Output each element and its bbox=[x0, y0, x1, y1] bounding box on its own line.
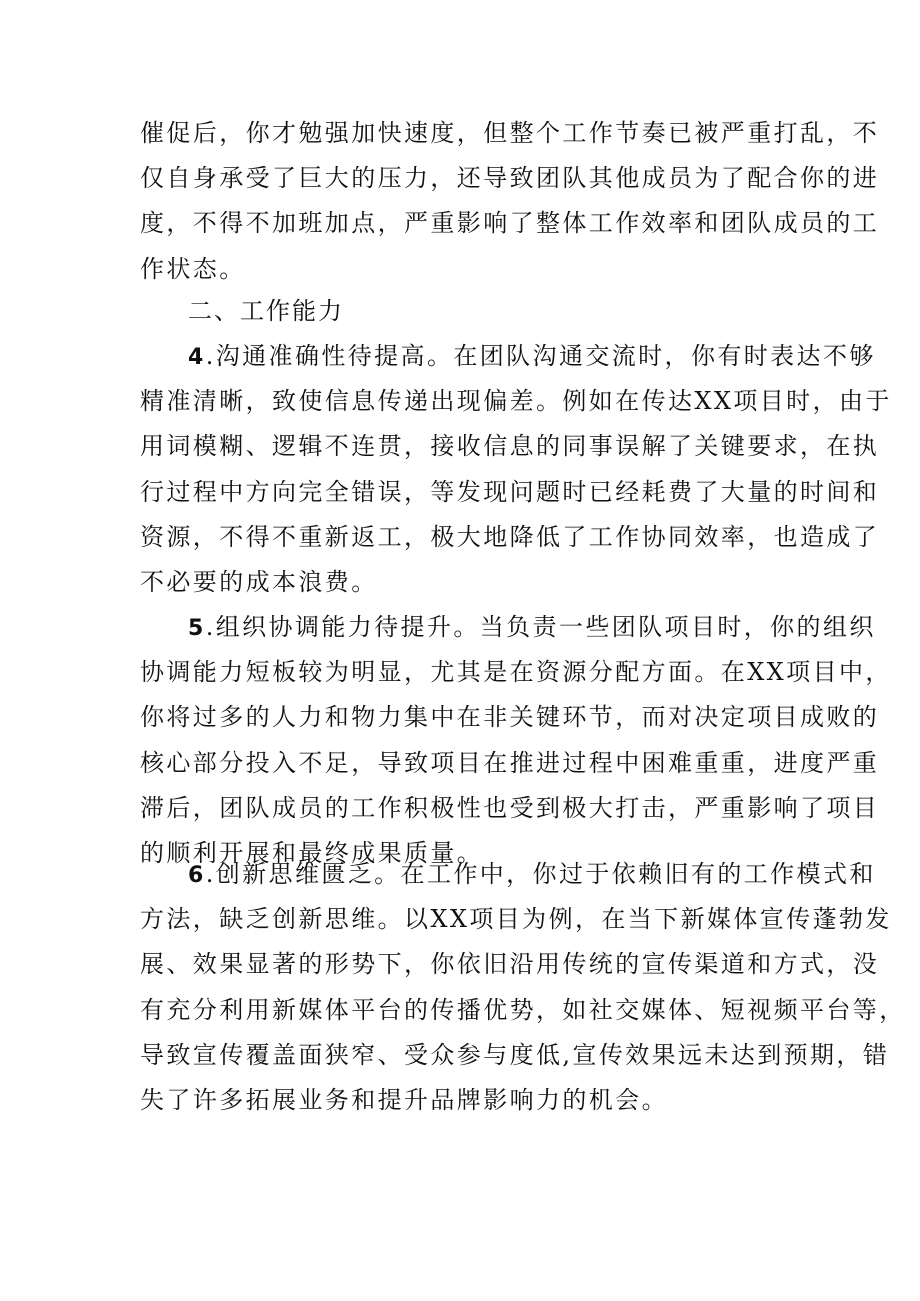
text-line: 资源，不得不重新返工，极大地降低了工作协同效率，也造成了 bbox=[140, 522, 880, 551]
section-heading: 二、工作能力 bbox=[188, 297, 344, 325]
text-line: 作状态。 bbox=[140, 254, 246, 283]
item-text: .组织协调能力待提升。当负责一些团队项目时，你的组织 bbox=[205, 613, 876, 641]
item-number: 5 bbox=[188, 616, 206, 641]
text-line bbox=[140, 334, 876, 379]
text-line: 你将过多的人力和物力集中在非关键环节，而对决定项目成败的 bbox=[140, 703, 880, 732]
text-line: 催促后，你才勉强加快速度，但整个工作节奏已被严重打乱，不 bbox=[140, 119, 880, 147]
text-line bbox=[140, 605, 876, 650]
text-line: 展、效果显著的形势下，你依旧沿用传统的宣传渠道和方式，没 bbox=[140, 950, 880, 979]
item-6-paragraph bbox=[140, 852, 906, 1123]
item-number: 6 bbox=[188, 863, 206, 888]
text-line: 滞后，团队成员的工作积极性也受到极大打击，严重影响了项目 bbox=[140, 793, 880, 822]
text-line: 核心部分投入不足，导致项目在推进过程中困难重重，进度严重 bbox=[140, 748, 880, 777]
text-line: 导致宣传覆盖面狭窄、受众参与度低,宣传效果远未达到预期，错 bbox=[140, 1040, 890, 1069]
text-line bbox=[140, 852, 876, 897]
text-line: 用词模糊、逻辑不连贯，接收信息的同事误解了关键要求，在执 bbox=[140, 432, 880, 461]
paragraph-continuation bbox=[140, 111, 880, 292]
text-line: 行过程中方向完全错误，等发现问题时已经耗费了大量的时间和 bbox=[140, 477, 880, 506]
text-line: 精准清晰，致使信息传递出现偏差。例如在传达XX项目时，由于 bbox=[140, 387, 892, 416]
text-line: 方法，缺乏创新思维。以XX项目为例，在当下新媒体宣传蓬勃发 bbox=[140, 905, 892, 934]
item-4-paragraph bbox=[140, 334, 892, 605]
text-line: 仅自身承受了巨大的压力，还导致团队其他成员为了配合你的进 bbox=[140, 164, 880, 193]
text-line: 的顺利开展和最终成果质量。 bbox=[140, 838, 484, 867]
text-line: 度，不得不加班加点，严重影响了整体工作效率和团队成员的工 bbox=[140, 209, 880, 238]
text-line: 不必要的成本浪费。 bbox=[140, 567, 378, 596]
item-text: .沟通准确性待提高。在团队沟通交流时，你有时表达不够 bbox=[205, 342, 876, 370]
item-5-paragraph bbox=[140, 605, 892, 876]
item-number: 4 bbox=[188, 345, 206, 370]
text-line: 失了许多拓展业务和提升品牌影响力的机会。 bbox=[140, 1085, 668, 1114]
text-line: 协调能力短板较为明显，尤其是在资源分配方面。在XX项目中， bbox=[140, 658, 892, 687]
item-text: .创新思维匮乏。在工作中，你过于依赖旧有的工作模式和 bbox=[205, 860, 876, 888]
text-line: 有充分利用新媒体平台的传播优势，如社交媒体、短视频平台等， bbox=[140, 995, 906, 1024]
